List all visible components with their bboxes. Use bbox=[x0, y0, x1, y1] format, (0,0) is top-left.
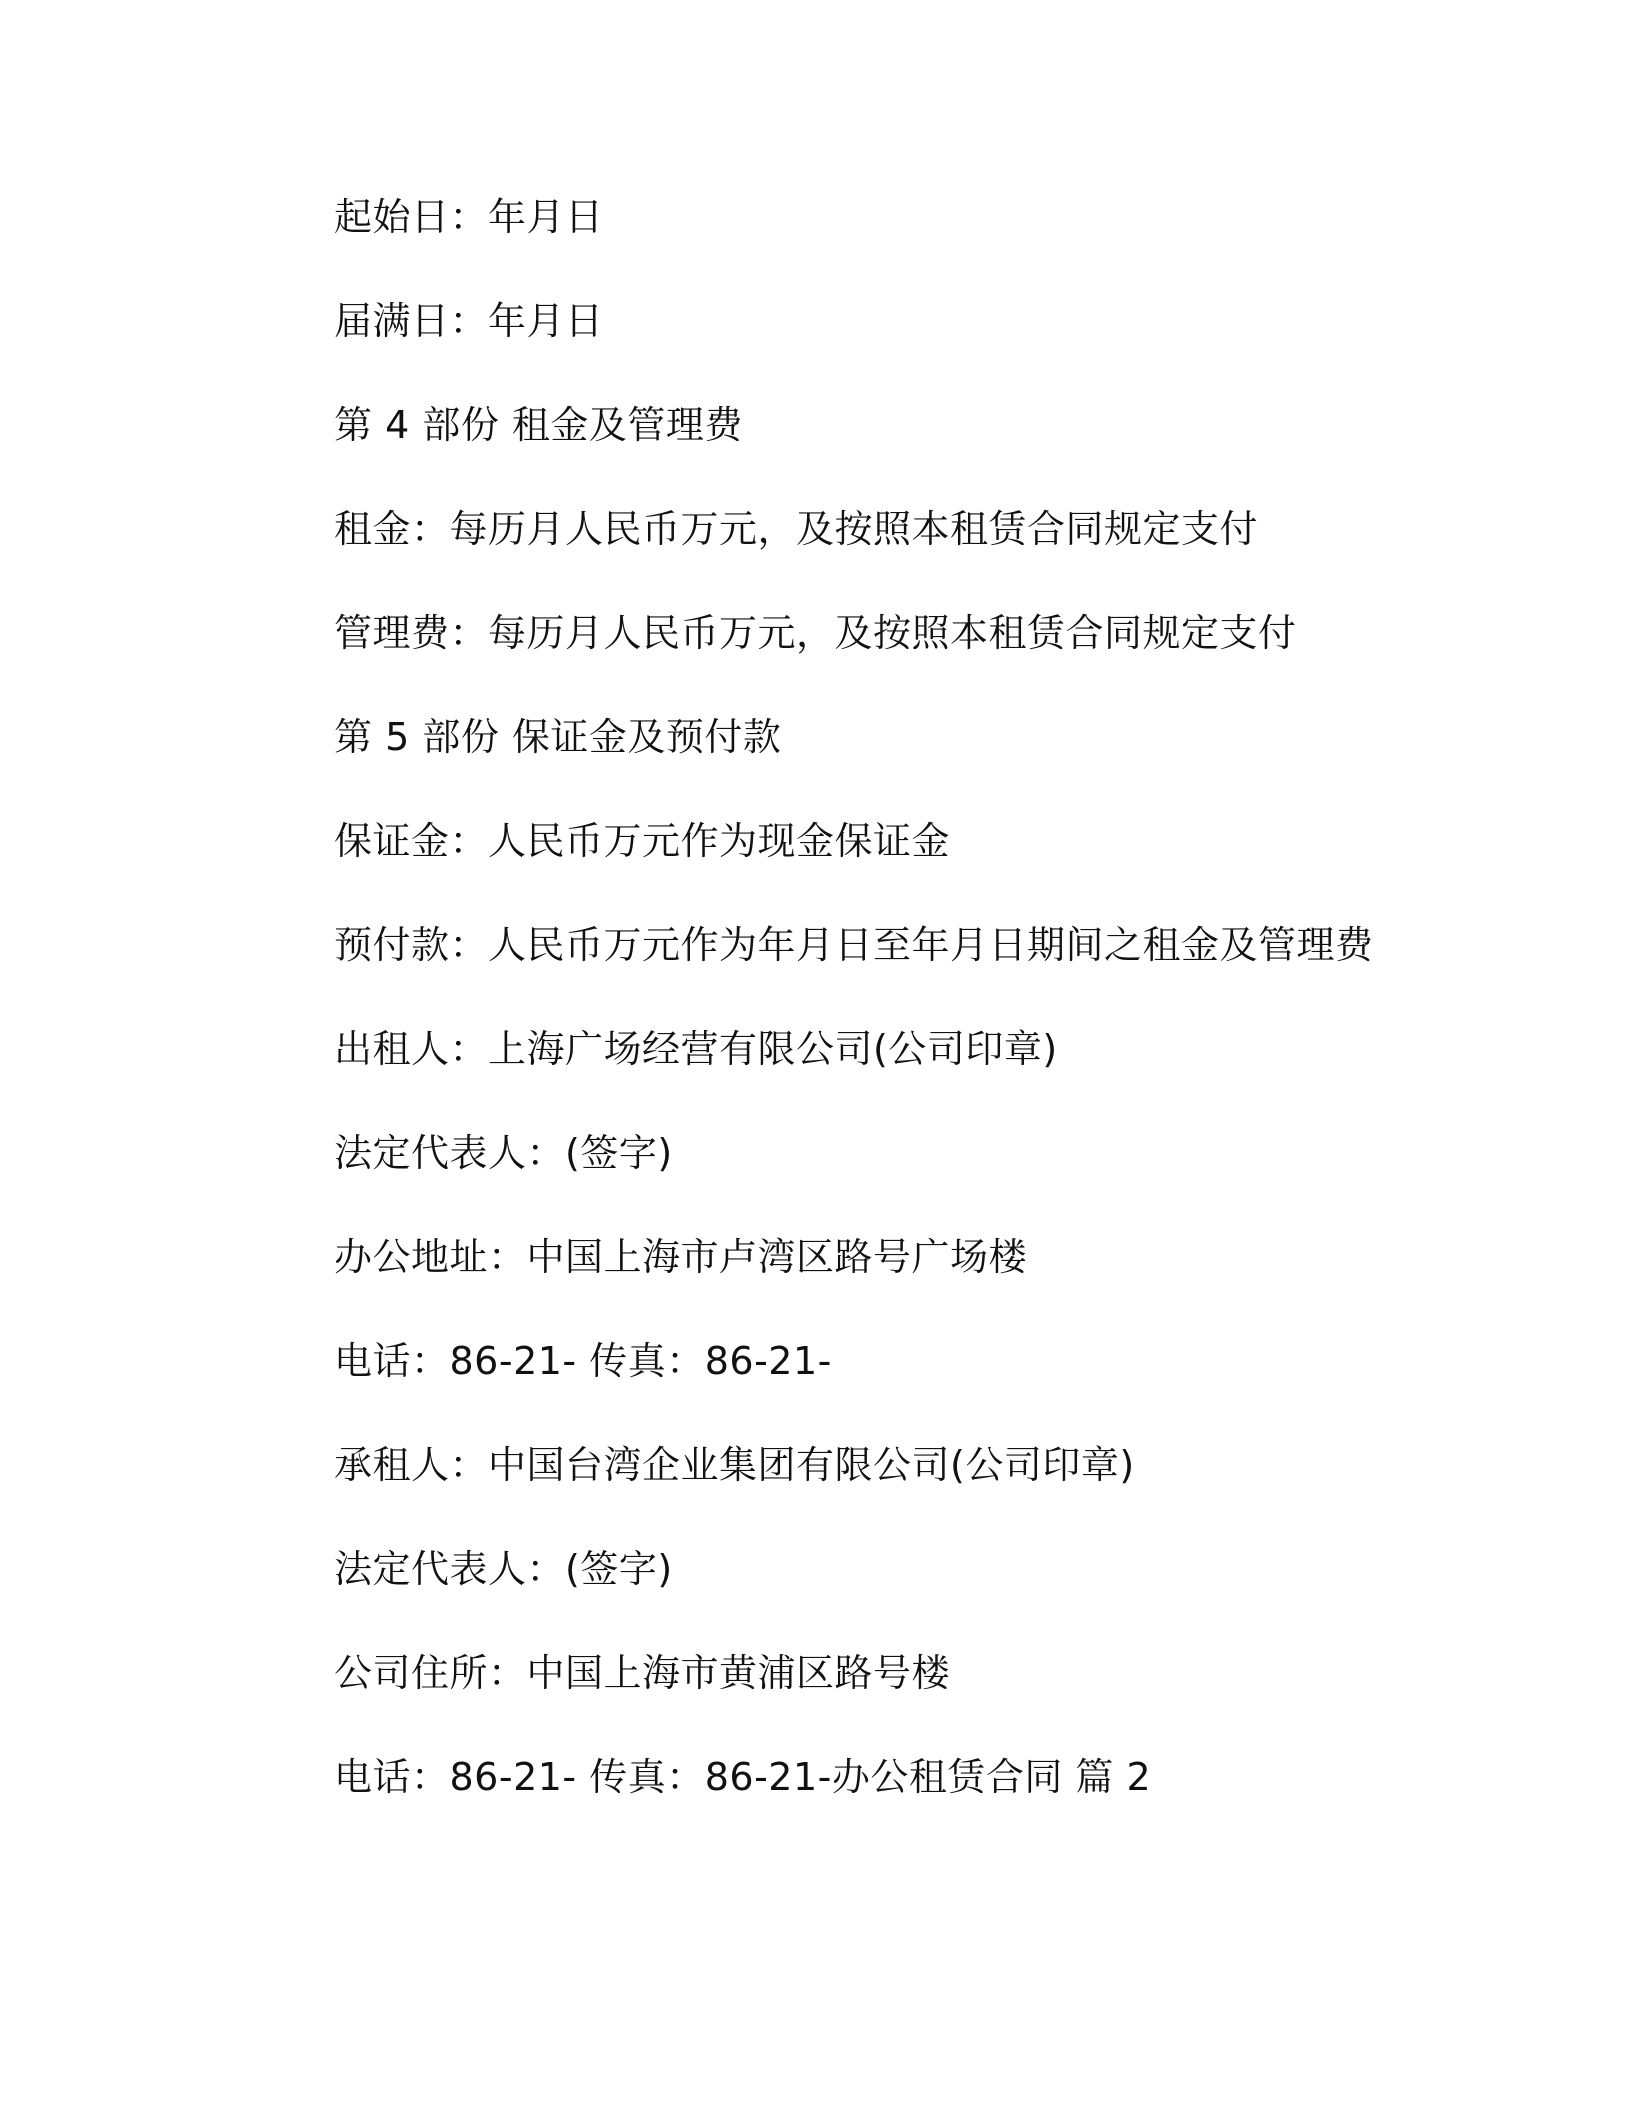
start-date-line: 起始日：年月日 bbox=[334, 195, 604, 239]
lessor-representative-line: 法定代表人：(签字) bbox=[334, 1131, 673, 1175]
lessee-line: 承租人：中国台湾企业集团有限公司(公司印章) bbox=[334, 1443, 1135, 1487]
section-5-heading: 第 5 部份 保证金及预付款 bbox=[334, 715, 782, 759]
document-body bbox=[334, 188, 1474, 1852]
lessee-phone-fax-line: 电话：86-21- 传真：86-21-办公租赁合同 篇 2 bbox=[334, 1755, 1152, 1799]
rent-line: 租金：每历月人民币万元，及按照本租赁合同规定支付 bbox=[334, 507, 1259, 551]
lessor-line: 出租人：上海广场经营有限公司(公司印章) bbox=[334, 1027, 1058, 1071]
lessor-phone-fax-line: 电话：86-21- 传真：86-21- bbox=[334, 1339, 832, 1383]
prepayment-line: 预付款：人民币万元作为年月日至年月日期间之租金及管理费 bbox=[334, 923, 1374, 967]
management-fee-line: 管理费：每历月人民币万元，及按照本租赁合同规定支付 bbox=[334, 611, 1297, 655]
lessee-address-line: 公司住所：中国上海市黄浦区路号楼 bbox=[334, 1651, 951, 1695]
lessor-address-line: 办公地址：中国上海市卢湾区路号广场楼 bbox=[334, 1235, 1028, 1279]
deposit-line: 保证金：人民币万元作为现金保证金 bbox=[334, 819, 951, 863]
end-date-line: 届满日：年月日 bbox=[334, 299, 604, 343]
section-4-heading: 第 4 部份 租金及管理费 bbox=[334, 403, 743, 447]
lessee-representative-line: 法定代表人：(签字) bbox=[334, 1547, 673, 1591]
